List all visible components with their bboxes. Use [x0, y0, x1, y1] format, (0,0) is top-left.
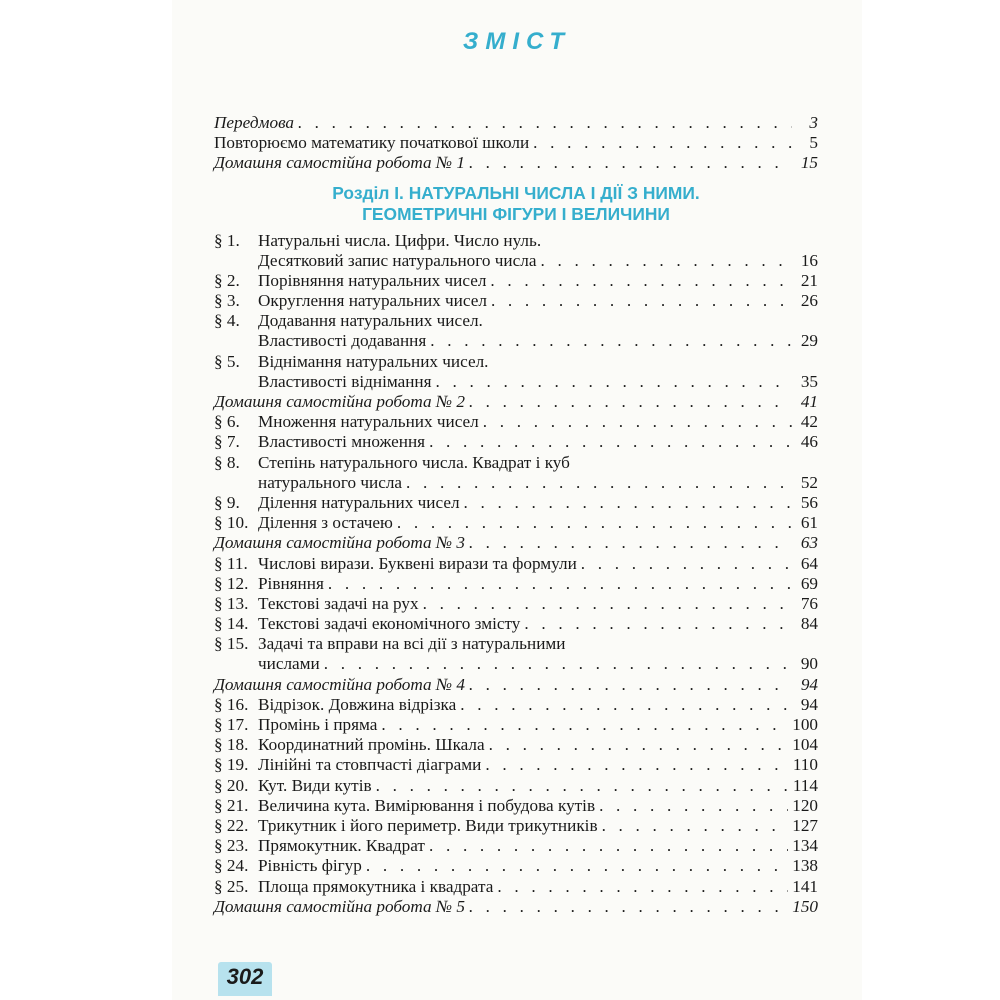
toc-row: [214, 352, 818, 372]
toc-page-number: 114: [792, 775, 818, 795]
toc-row: [214, 432, 818, 452]
homework-row: [214, 897, 818, 917]
toc-row: [214, 554, 818, 574]
toc-row: [214, 251, 818, 271]
toc-page-number: 61: [800, 513, 818, 533]
toc-page-number: 90: [800, 654, 818, 674]
toc-entry-title: Трикутник і його периметр. Види трикутників: [258, 815, 598, 835]
paragraph-number: § 20.: [214, 775, 249, 795]
paragraph-number: § 2.: [214, 270, 240, 290]
toc-page-number: 56: [800, 492, 818, 512]
toc-row: [214, 271, 818, 291]
leader-dots: [464, 493, 792, 513]
leader-dots: [491, 291, 792, 311]
toc-page-number: 134: [792, 836, 818, 856]
paragraph-number: § 24.: [214, 856, 249, 876]
paragraph-number: § 25.: [214, 876, 249, 896]
toc-entry-title: Лінійні та стовпчасті діаграми: [258, 755, 482, 775]
leader-dots: [436, 372, 792, 392]
leader-dots: [490, 271, 792, 291]
toc-entry-title: Величина кута. Вимірювання і побудова кутів: [258, 795, 596, 815]
paragraph-number: § 18.: [214, 735, 249, 755]
toc-page-number: 100: [792, 715, 818, 735]
paragraph-number: § 9.: [214, 492, 240, 512]
leader-dots: [540, 251, 792, 271]
toc-row: [214, 816, 818, 836]
toc-entry-title: Домашня самостійна робота № 3: [214, 533, 465, 553]
toc-page-number: 15: [800, 153, 818, 173]
toc-entry-title: Рівність фігур: [258, 856, 362, 876]
section-heading-line1: Розділ І. НАТУРАЛЬНІ ЧИСЛА І ДІЇ З НИМИ.: [332, 182, 700, 203]
toc-page-number: 41: [800, 392, 818, 412]
paragraph-number: § 16.: [214, 694, 249, 714]
toc-entry-title: Текстові задачі на рух: [258, 593, 419, 613]
toc-entry-title: Текстові задачі економічного змісту: [258, 614, 521, 634]
leader-dots: [533, 133, 792, 153]
toc-page-number: 21: [800, 270, 818, 290]
toc-entry-title: Порівняння натуральних чисел: [258, 270, 487, 290]
toc-row: [214, 755, 818, 775]
toc-row: [214, 291, 818, 311]
leader-dots: [460, 695, 792, 715]
leader-dots: [524, 614, 792, 634]
section-heading-line2: ГЕОМЕТРИЧНІ ФІГУРИ І ВЕЛИЧИНИ: [362, 203, 670, 224]
paragraph-number: § 22.: [214, 815, 249, 835]
toc-page-number: 64: [800, 553, 818, 573]
paragraph-number: § 5.: [214, 351, 240, 371]
toc-entry-title: Промінь і пряма: [258, 715, 378, 735]
paragraph-number: § 6.: [214, 412, 240, 432]
leader-dots: [469, 533, 792, 553]
toc-entry-title: Степінь натурального числа. Квадрат і куб: [258, 452, 570, 472]
section-heading: [214, 183, 818, 225]
paragraph-number: § 19.: [214, 755, 249, 775]
toc-page-number: 63: [800, 533, 818, 553]
toc-entry-title-cont: Властивості віднімання: [258, 371, 432, 391]
toc-page-number: 84: [800, 614, 818, 634]
paragraph-number: § 15.: [214, 634, 249, 654]
toc-page-number: 3: [809, 112, 818, 132]
paragraph-number: § 11.: [214, 553, 248, 573]
toc-page-number: 76: [800, 593, 818, 613]
leader-dots: [406, 473, 792, 493]
leader-dots: [366, 856, 788, 876]
toc-row: [214, 311, 818, 331]
leader-dots: [298, 113, 792, 133]
toc-page-number: 46: [800, 432, 818, 452]
toc-row: [214, 776, 818, 796]
toc-row: [214, 453, 818, 473]
leader-dots: [381, 715, 788, 735]
toc-entry-title: Додавання натуральних чисел.: [258, 311, 483, 331]
toc-row: [214, 877, 818, 897]
paragraph-number: § 10.: [214, 513, 249, 533]
toc-entry-title: Віднімання натуральних чисел.: [258, 351, 489, 371]
toc-row: [214, 695, 818, 715]
homework-row: [214, 533, 818, 553]
toc-row: [214, 715, 818, 735]
toc-row: [214, 231, 818, 251]
toc-row: [214, 594, 818, 614]
leader-dots: [599, 796, 788, 816]
paragraph-number: § 17.: [214, 715, 249, 735]
homework-row: [214, 392, 818, 412]
toc-entry-title-cont: Десятковий запис натурального числа: [258, 250, 537, 270]
paragraph-number: § 12.: [214, 573, 249, 593]
toc-page-number: 35: [800, 371, 818, 391]
toc-entry-title: Ділення натуральних чисел: [258, 492, 460, 512]
paragraph-number: § 23.: [214, 836, 249, 856]
toc-entry-title: Повторюємо математику початкової школи: [214, 133, 530, 153]
toc-intro: [214, 113, 818, 174]
toc-page-number: 127: [792, 815, 818, 835]
toc-entry-title-cont: числами: [258, 654, 320, 674]
toc-entry-title: Передмова: [214, 112, 295, 132]
toc-page-number: 29: [800, 331, 818, 351]
leader-dots: [397, 513, 792, 533]
toc-page-number: 110: [792, 755, 818, 775]
toc-page-number: 94: [800, 694, 818, 714]
toc-entry-title: Задачі та вправи на всі дії з натуральними: [258, 634, 566, 654]
paragraph-number: § 4.: [214, 311, 240, 331]
toc-entry-title: Множення натуральних чисел: [258, 412, 479, 432]
toc-row: [214, 513, 818, 533]
leader-dots: [429, 836, 788, 856]
paragraph-number: § 13.: [214, 593, 249, 613]
toc-row: [214, 493, 818, 513]
toc-row: [214, 372, 818, 392]
toc-page-number: 26: [800, 291, 818, 311]
leader-dots: [469, 675, 792, 695]
toc-row: [214, 113, 818, 133]
leader-dots: [497, 877, 788, 897]
toc-entry-title: Домашня самостійна робота № 2: [214, 392, 465, 412]
toc-entry-title: Числові вирази. Буквені вирази та формули: [258, 553, 577, 573]
toc-entry-title-cont: Властивості додавання: [258, 331, 427, 351]
paragraph-number: § 1.: [214, 230, 240, 250]
toc-entry-title: Координатний промінь. Шкала: [258, 735, 485, 755]
toc-page-number: 52: [800, 472, 818, 492]
toc-row: [214, 796, 818, 816]
leader-dots: [376, 776, 789, 796]
toc-page-number: 104: [792, 735, 818, 755]
paragraph-number: § 21.: [214, 795, 249, 815]
homework-row: [214, 675, 818, 695]
toc-row: [214, 153, 818, 173]
toc-page-number: 94: [800, 674, 818, 694]
toc-entry-title-cont: натурального числа: [258, 472, 403, 492]
toc-row: [214, 574, 818, 594]
toc-entry-title: Округлення натуральних чисел: [258, 291, 487, 311]
leader-dots: [469, 392, 792, 412]
toc-entry-title: Натуральні числа. Цифри. Число нуль.: [258, 230, 542, 250]
leader-dots: [469, 153, 792, 173]
toc-row: [214, 655, 818, 675]
page-title: ЗМІСТ: [462, 28, 572, 55]
toc-row: [214, 856, 818, 876]
toc-entry-title: Прямокутник. Квадрат: [258, 836, 425, 856]
leader-dots: [429, 432, 792, 452]
toc-page-number: 5: [809, 133, 818, 153]
table-of-contents: [214, 113, 818, 917]
toc-page-number: 120: [792, 795, 818, 815]
toc-page-number: 42: [800, 412, 818, 432]
paragraph-number: § 7.: [214, 432, 240, 452]
paragraph-number: § 8.: [214, 452, 240, 472]
toc-page-number: 150: [792, 896, 818, 916]
toc-row: [214, 133, 818, 153]
leader-dots: [483, 412, 792, 432]
leader-dots: [602, 816, 789, 836]
paragraph-number: § 3.: [214, 291, 240, 311]
toc-entry-title: Домашня самостійна робота № 4: [214, 674, 465, 694]
leader-dots: [469, 897, 788, 917]
toc-entry-title: Відрізок. Довжина відрізка: [258, 694, 457, 714]
toc-row: [214, 735, 818, 755]
toc-page-number: 16: [800, 250, 818, 270]
leader-dots: [430, 331, 792, 351]
leader-dots: [423, 594, 792, 614]
toc-entries: [214, 231, 818, 917]
toc-entry-title: Домашня самостійна робота № 1: [214, 153, 465, 173]
toc-page-number: 138: [792, 856, 818, 876]
leader-dots: [581, 554, 792, 574]
page-number-badge: 302: [218, 962, 272, 996]
toc-entry-title: Ділення з остачею: [258, 513, 393, 533]
toc-page-number: 141: [792, 876, 818, 896]
toc-row: [214, 836, 818, 856]
toc-entry-title: Рівняння: [258, 573, 324, 593]
toc-row: [214, 614, 818, 634]
toc-row: [214, 634, 818, 654]
toc-entry-title: Властивості множення: [258, 432, 426, 452]
toc-page-number: 69: [800, 573, 818, 593]
paragraph-number: § 14.: [214, 614, 249, 634]
leader-dots: [328, 574, 792, 594]
leader-dots: [489, 735, 789, 755]
toc-entry-title: Кут. Види кутів: [258, 775, 372, 795]
book-page: [172, 0, 862, 1000]
toc-entry-title: Домашня самостійна робота № 5: [214, 896, 465, 916]
toc-entry-title: Площа прямокутника і квадрата: [258, 876, 494, 896]
toc-row: [214, 332, 818, 352]
leader-dots: [324, 654, 792, 674]
toc-row: [214, 412, 818, 432]
leader-dots: [485, 755, 789, 775]
toc-row: [214, 473, 818, 493]
